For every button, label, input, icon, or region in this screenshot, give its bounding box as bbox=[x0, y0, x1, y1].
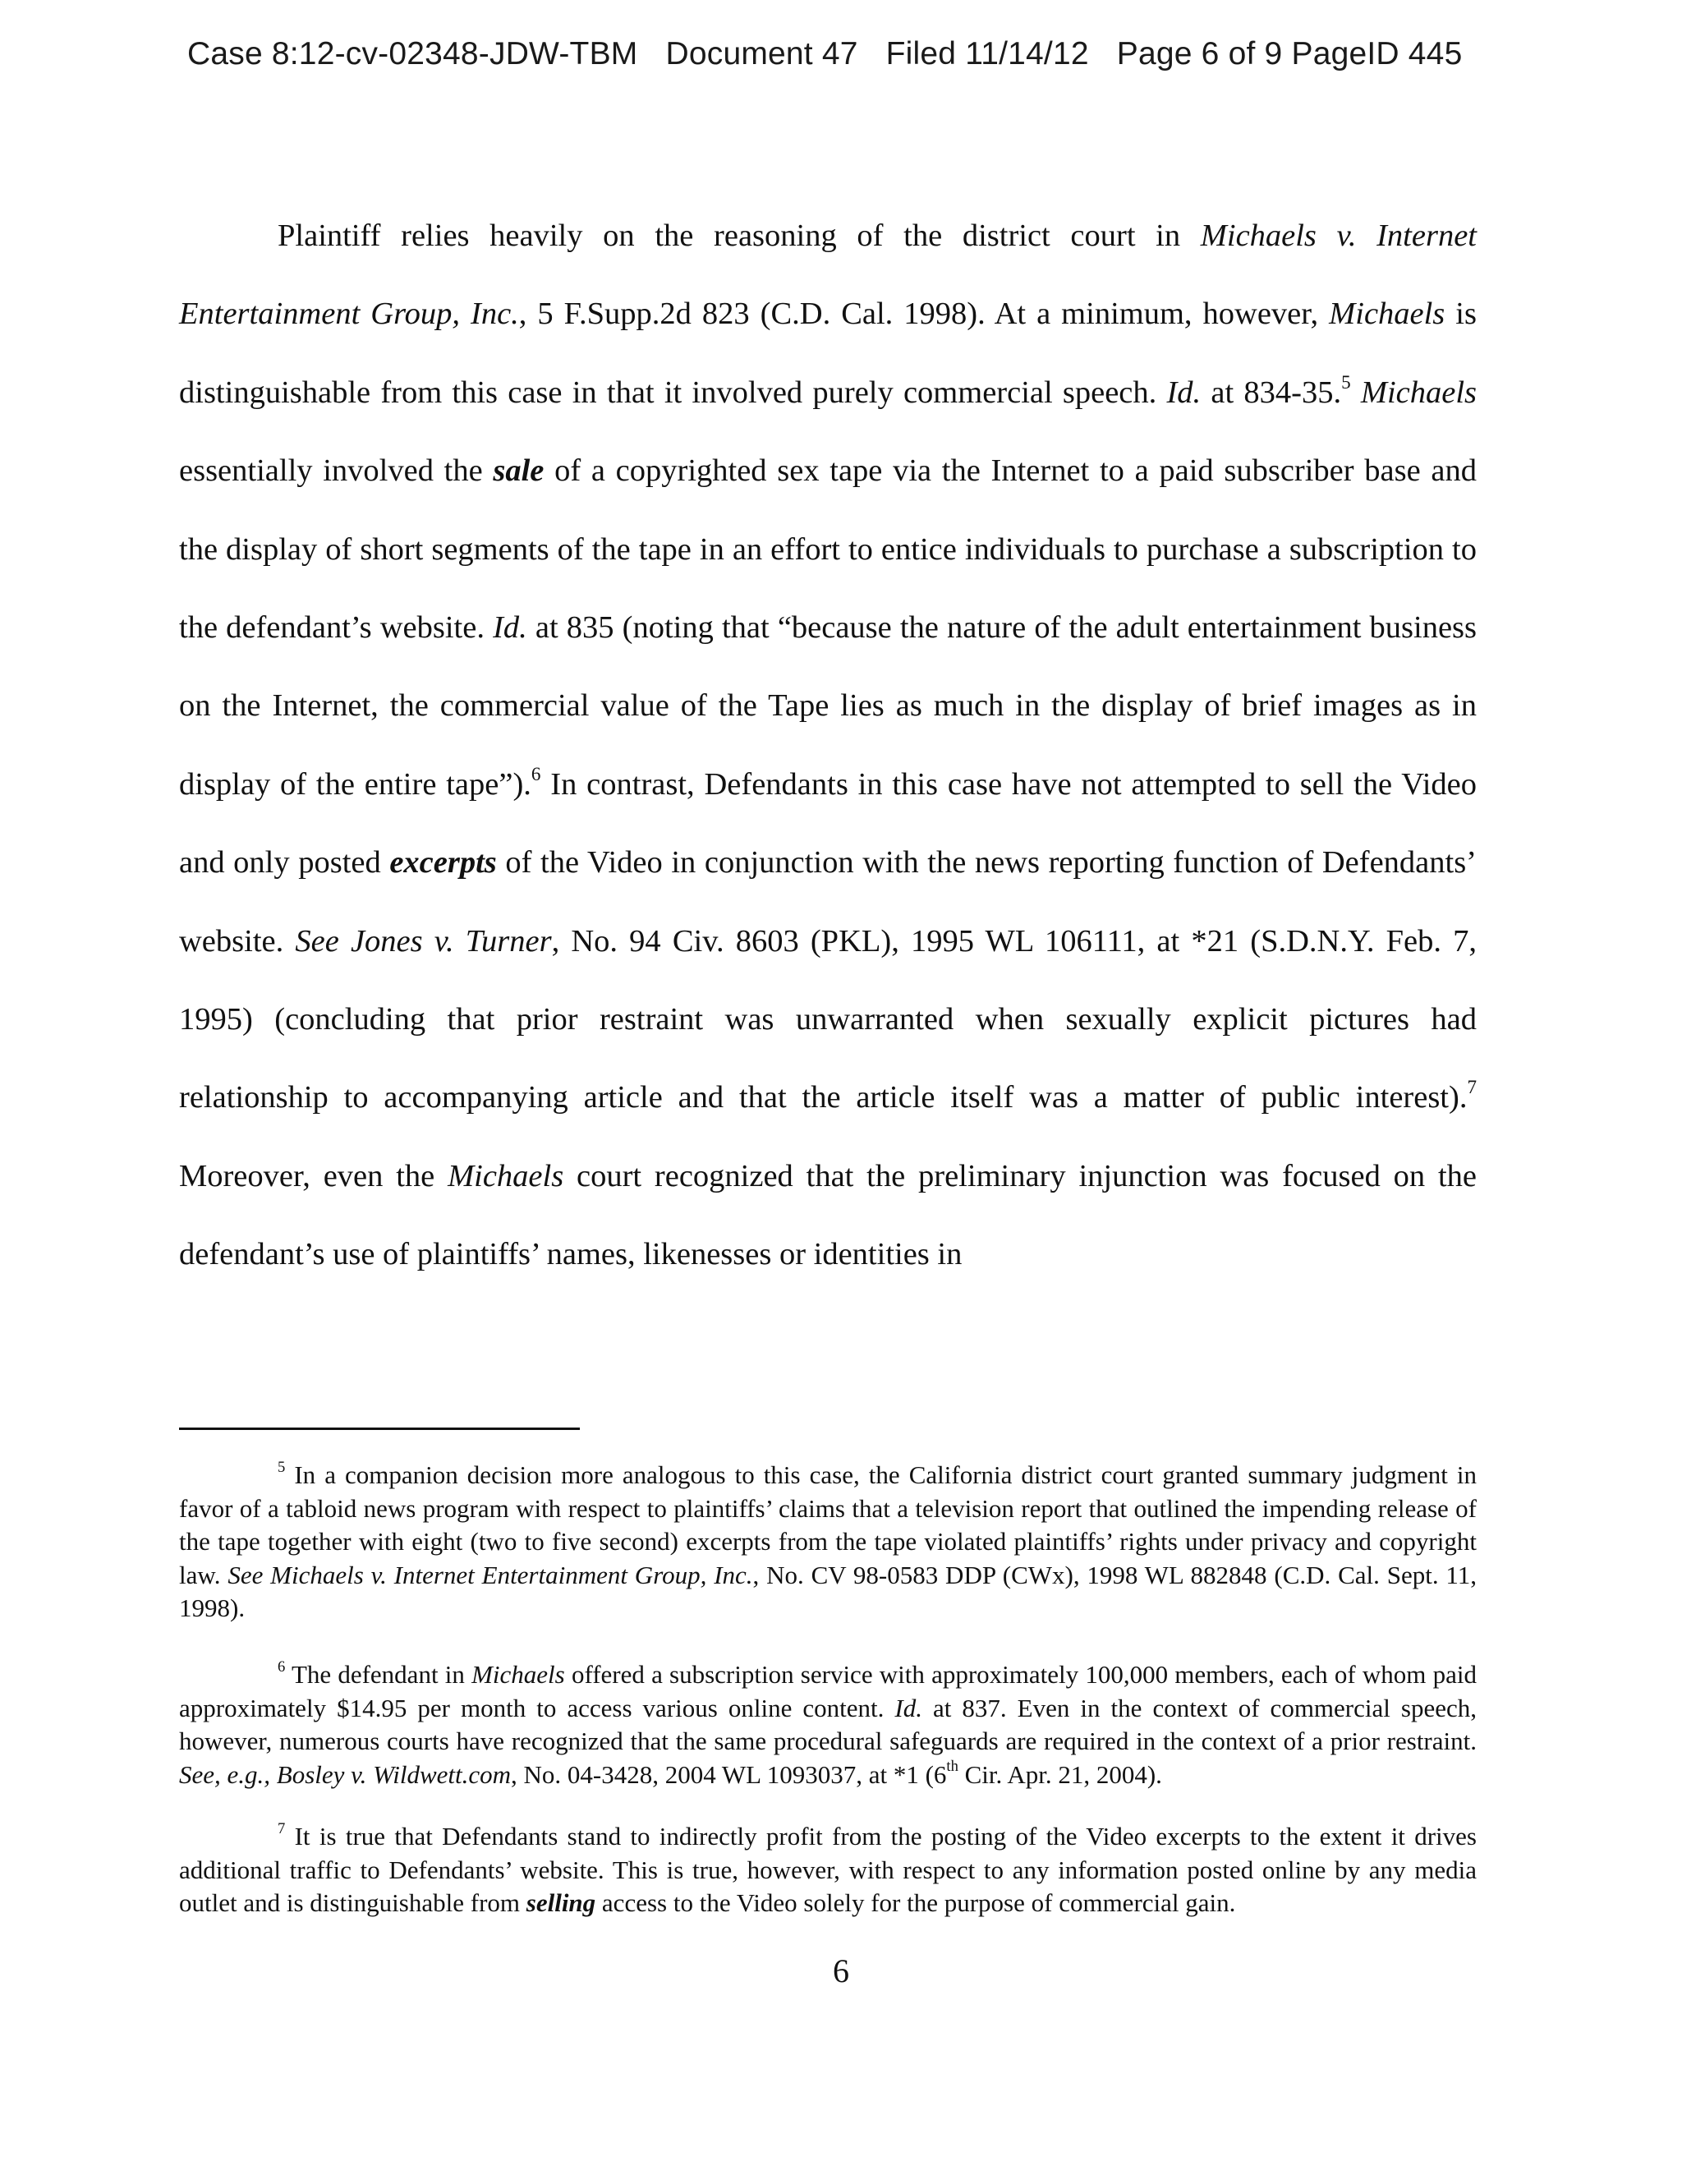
header-case-number: Case 8:12-cv-02348-JDW-TBM bbox=[187, 36, 638, 71]
body-text-run: of the Video in conjunction with the news reporting function of Defendants’ website. bbox=[179, 845, 1477, 959]
page-number: 6 bbox=[833, 1952, 849, 1989]
footnote-text-run: , No. 04-3428, 2004 WL 1093037, at *1 (6 bbox=[511, 1759, 947, 1789]
body-text-run: Plaintiff relies heavily on the reasoning of the district court in bbox=[278, 218, 1201, 253]
case-citation: Michaels bbox=[448, 1158, 564, 1193]
case-header bbox=[187, 36, 1518, 72]
footnote-text-run: In a companion decision more analogous to this case, the California district court granted summary judgment in favor of a tabloid news program with respect to plaintiffs’ claims that a television report that outlined the impending release of the tape together with eight (two to five second) excerpts from the tape violated plaintiffs’ rights under privacy and copyright law. bbox=[179, 1460, 1477, 1589]
ordinal-suffix: th bbox=[946, 1758, 958, 1776]
footnote-text-run: at 837. Even in the context of commercial speech, however, numerous courts have recognized that the same procedural safeguards are required in the context of a prior restraint. bbox=[179, 1693, 1477, 1755]
footnote-number: 5 bbox=[278, 1458, 286, 1476]
body-text-run: is distinguishable from this case in that it involved purely commercial speech. bbox=[179, 297, 1477, 410]
footnote-number: 6 bbox=[278, 1658, 286, 1676]
footnote-5 bbox=[179, 1459, 1477, 1625]
case-citation: Michaels bbox=[471, 1660, 565, 1689]
header-page-id: Page 6 of 9 PageID 445 bbox=[1116, 36, 1463, 71]
case-citation: Michaels bbox=[1329, 297, 1445, 332]
body-text-run: , No. 94 Civ. 8603 (PKL), 1995 WL 106111, at *21 (S.D.N.Y. Feb. 7, 1995) (concluding that prior restraint was unwarranted when sexually explicit pictures had relationship to accompanying article and that the article itself was a matter of public interest). bbox=[179, 923, 1477, 1115]
body-text-run: essentially involved the bbox=[179, 453, 494, 489]
footnote-text-run: , No. CV 98-0583 DDP (CWx), 1998 WL 882848 (C.D. Cal. Sept. 11, 1998). bbox=[179, 1560, 1477, 1622]
footnote-separator bbox=[179, 1428, 580, 1430]
case-citation: See, e.g., Bosley v. Wildwett.com bbox=[179, 1759, 512, 1789]
footnote-number: 7 bbox=[278, 1819, 286, 1837]
case-citation: Michaels v. Internet Entertainment Group, Inc. bbox=[179, 218, 1477, 332]
body-text-run: Moreover, even the bbox=[179, 1158, 448, 1193]
case-citation: See Jones v. Turner bbox=[295, 923, 552, 959]
citation-signal: Id. bbox=[493, 610, 527, 646]
footnote-text-run: The defendant in bbox=[285, 1660, 472, 1689]
header-document-number: Document 47 bbox=[665, 36, 858, 71]
footnote-6 bbox=[179, 1658, 1477, 1791]
case-citation: Michaels bbox=[1360, 375, 1477, 410]
emphasis-text: sale bbox=[493, 453, 545, 489]
body-text-run: court recognized that the preliminary injunction was focused on the defendant’s use of plaintiffs’ names, likenesses or identities in bbox=[179, 1158, 1477, 1272]
footnote-text-run: offered a subscription service with approximately 100,000 members, each of whom paid approximately $14.95 per month to access various online content. bbox=[179, 1660, 1477, 1722]
body-text-run: at 834-35. bbox=[1201, 375, 1342, 410]
footnote-text-run: access to the Video solely for the purpose of commercial gain. bbox=[595, 1888, 1236, 1917]
body-text-run: , 5 F.Supp.2d 823 (C.D. Cal. 1998). At a minimum, however, bbox=[518, 297, 1330, 332]
citation-signal: Id. bbox=[894, 1693, 922, 1722]
emphasis-text: selling bbox=[526, 1888, 596, 1917]
body-text-run: at 835 (noting that “because the nature of the adult entertainment business on the Internet, the commercial value of the Tape lies as much in the display of brief images as in display of the entire tape”). bbox=[179, 610, 1477, 802]
footnote-7 bbox=[179, 1820, 1477, 1920]
footnote-ref-7: 7 bbox=[1467, 1076, 1477, 1098]
body-text-run: In contrast, Defendants in this case have not attempted to sell the Video and only posted bbox=[179, 766, 1477, 880]
body-paragraph bbox=[179, 197, 1477, 1294]
header-filed-date: Filed 11/14/12 bbox=[885, 36, 1089, 71]
citation-signal: Id. bbox=[1166, 375, 1202, 410]
emphasis-text: excerpts bbox=[389, 845, 497, 880]
footnote-text-run: It is true that Defendants stand to indirectly profit from the posting of the Video excerpts to the extent it drives additional traffic to Defendants’ website. This is true, however, with respect to any information posted online by any media outlet and is distinguishable from bbox=[179, 1822, 1477, 1917]
body-text-run: of a copyrighted sex tape via the Internet to a paid subscriber base and the display of short segments of the tape in an effort to entice individuals to purchase a subscription to the defendant’s website. bbox=[179, 453, 1477, 646]
footnote-ref-6: 6 bbox=[531, 762, 541, 784]
footnote-ref-5: 5 bbox=[1341, 370, 1351, 393]
footnote-text-run: Cir. Apr. 21, 2004). bbox=[958, 1759, 1162, 1789]
case-citation: See Michaels v. Internet Entertainment Group, Inc. bbox=[227, 1560, 753, 1589]
